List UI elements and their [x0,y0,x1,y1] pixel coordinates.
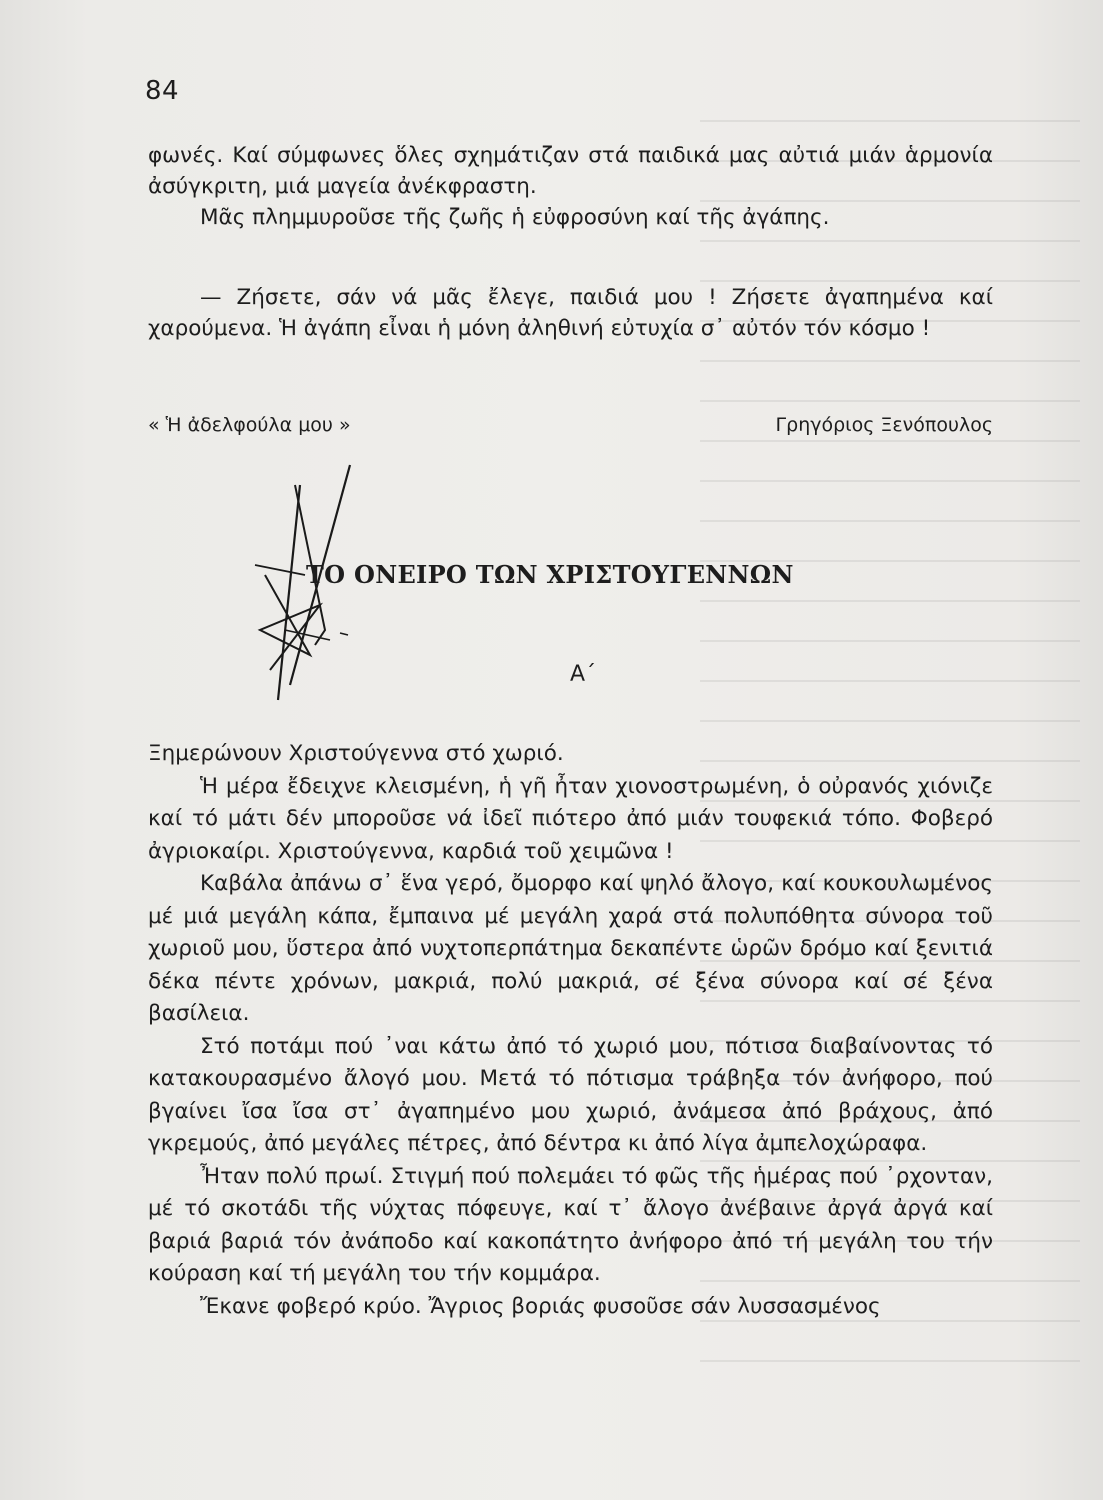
paragraph: Καβάλα ἀπάνω σ᾽ ἕνα γερό, ὄμορφο καί ψηλό ἄλογο, καί κουκουλωμένος μέ μιά μεγάλη κάπα, ἔμπαινα μέ μεγάλη χαρά στά πολυπόθητα σύνορα τοῦ χωριοῦ μου, ὕστερα ἀπό νυχτοπερπάτημα δεκαπέντε ὡρῶν δρόμο καί ξενιτιά δέκα πέντε χρόνων, μακριά, πολύ μακριά, σέ ξένα σύνορα καί σέ ξένα βασίλεια. [148,871,993,1026]
paragraph: Ἡ μέρα ἔδειχνε κλεισμένη, ἡ γῆ ἦταν χιονοστρωμένη, ὁ οὐρανός χιόνιζε καί τό μάτι δέν μποροῦσε νά ἰδεῖ πιότερο ἀπό μιάν τουφεκιά τόπο. Φοβερό ἀγριοκαίρι. Χριστούγεννα, καρδιά τοῦ χειμῶνα ! [148,773,993,864]
paragraph: Στό ποτάμι πού ᾽ναι κάτω ἀπό τό χωριό μου, πότισα διαβαίνοντας τό κατακουρασμένο ἄλογό μου. Μετά τό πότισμα τράβηξα τόν ἀνήφορο, πού βγαίνει ἴσα ἴσα στ᾽ ἀγαπημένο μου χωριό, ἀνάμεσα ἀπό βράχους, ἀπό γκρεμούς, ἀπό μεγάλες πέτρες, ἀπό δέντρα κι ἀπό λίγα ἀμπελοχώραφα. [148,1033,993,1156]
page-number: 84 [145,76,180,106]
paragraph: Ἦταν πολύ πρωί. Στιγμή πού πολεμάει τό φῶς τῆς ἡμέρας πού ᾽ρχονταν, μέ τό σκοτάδι τῆς νύχτας πόφευγε, καί τ᾽ ἄλογο ἀνέβαινε ἀργά ἀργά καί βαριά βαριά τόν ἀνάποδο καί κακοπάτητο ἀνήφορο ἀπό τή μεγάλη του τήν κούραση καί τή μεγάλη του τήν κομμάρα. [148,1163,993,1286]
source-citation [148,414,993,436]
source-work: « Ἡ ἀδελφούλα μου » [148,414,351,436]
section-marker: Α΄ [570,662,597,687]
paragraph: Μᾶς πλημμυροῦσε τῆς ζωῆς ἡ εὐφροσύνη καί τῆς ἀγάπης. [200,205,830,230]
story-text [148,738,993,1323]
intro-text [148,140,993,233]
paragraph: Ἔκανε φοβερό κρύο. Ἄγριος βοριάς φυσοῦσε σάν λυσσασμένος [200,1293,881,1319]
pen-scribble [230,455,370,725]
source-author: Γρηγόριος Ξενόπουλος [775,414,993,436]
chapter-title: ΤΟ ΟΝΕΙΡΟ ΤΩΝ ΧΡΙΣΤΟΥΓΕΝΝΩΝ [306,560,794,589]
dialogue-text [148,282,993,344]
paragraph: φωνές. Καί σύμφωνες ὅλες σχημάτιζαν στά παιδικά μας αὐτιά μιάν ἁρμονία ἀσύγκριτη, μιά μαγεία ἀνέκφραστη. [148,143,993,199]
paragraph: Ξημερώνουν Χριστούγεννα στό χωριό. [148,741,564,766]
paragraph: — Ζήσετε, σάν νά μᾶς ἔλεγε, παιδιά μου ! Ζήσετε ἀγαπημένα καί χαρούμενα. Ἡ ἀγάπη εἶναι ἡ μόνη ἀληθινή εὐτυχία σ᾽ αὐτόν τόν κόσμο ! [148,285,993,341]
